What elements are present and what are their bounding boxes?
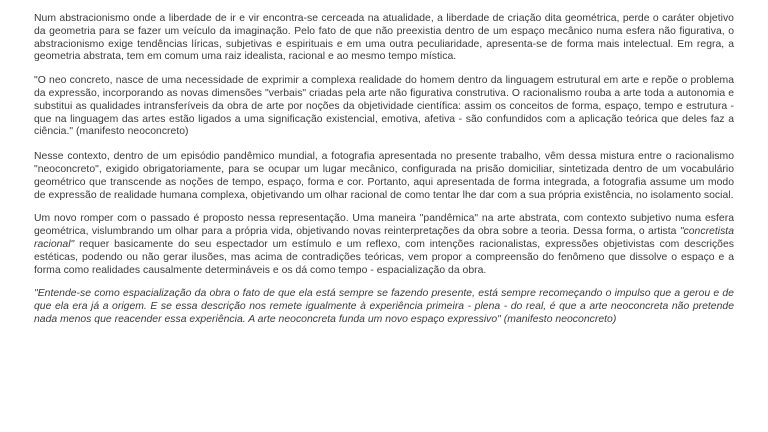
paragraph-abstracionismo: Num abstracionismo onde a liberdade de ir e vir encontra-se cerceada na atualidade, a liberdade de criação dita geométrica, perde o caráter objetivo da geometria para se fazer um veículo da imaginação. Pelo fato de que não preexistia dentro de um espaço mecânico numa esfera não figurativa, o abstracionismo exige tendências líricas, subjetivas e espirituais e em uma outra peculiaridade, apresenta-se de forma mais intelectual. Em regra, a geometria abstrata, tem em comum uma raiz idealista, racional e ao mesmo tempo mística. [34,13,734,63]
paragraph-neo-concreto-quote: "O neo concreto, nasce de uma necessidade de exprimir a complexa realidade do homem dentro da linguagem estrutural em arte e repõe o problema da expressão, incorporando as novas dimensões "verbais" criadas pela arte não figurativa construtiva. O racionalismo rouba a arte toda a autonomia e substitui as qualidades intransferíveis da obra de arte por noções da objetividade científica: assim os conceitos de forma, espaço, tempo e estrutura - que na linguagem das artes estão ligados a uma significação existencial, emotiva, afetiva - são confundidos com a aplicação teórica que deles faz a ciência." (manifesto neoconcreto) [34,75,734,138]
paragraph-novo-romper-part2: requer basicamente do seu espectador um estímulo e um reflexo, com intenções racionalistas, expressões objetivistas com descrições estéticas, podendo ou não gerar ilusões, mas acima de contradições teóricas, vem propor a compreensão do fenômeno que dissolve o espaço e a forma como realidades causalmente determináveis e os dá como tempo - espacialização da obra. [34,238,734,276]
paragraph-novo-romper-part1: Um novo romper com o passado é proposto nessa representação. Uma maneira "pandêmica" na arte abstrata, com contexto subjetivo numa esfera geométrica, vislumbrando um olhar para a própria vida, objetivando novas reinterpretações da obra sobre a teoria. Dessa forma, o artista [34,213,734,238]
paragraph-contexto-pandemico: Nesse contexto, dentro de um episódio pandêmico mundial, a fotografia apresentada no presente trabalho, vêm dessa mistura entre o racionalismo "neoconcreto", exigido obrigatoriamente, para se ocupar um lugar mecânico, configurada na prisão domiciliar, sintetizada dentro de um vocabulário geométrico que transcende as noções de tempo, espaço, forma e cor. Portanto, aqui apresentada de forma integrada, a fotografia assume um modo de expressão de realidade humana complexa, objetivando um olhar racional de como tentar lhe dar com a sua própria existência, no isolamento social. [34,151,734,201]
paragraph-espacializacao-quote: "Entende-se como espacialização da obra o fato de que ela está sempre se fazendo presente, está sempre recomeçando o impulso que a gerou e de que ela era já a origem. E se essa descrição nos remete igualmente à experiência primeira - plena - do real, é que a arte neoconcreta não pretende nada menos que reacender essa experiência. A arte neoconcreta funda um novo espaço expressivo" (manifesto neoconcreto) [34,288,734,325]
concretista-racional-term: "concretista racional" [34,226,734,250]
paragraph-novo-romper [34,213,734,277]
